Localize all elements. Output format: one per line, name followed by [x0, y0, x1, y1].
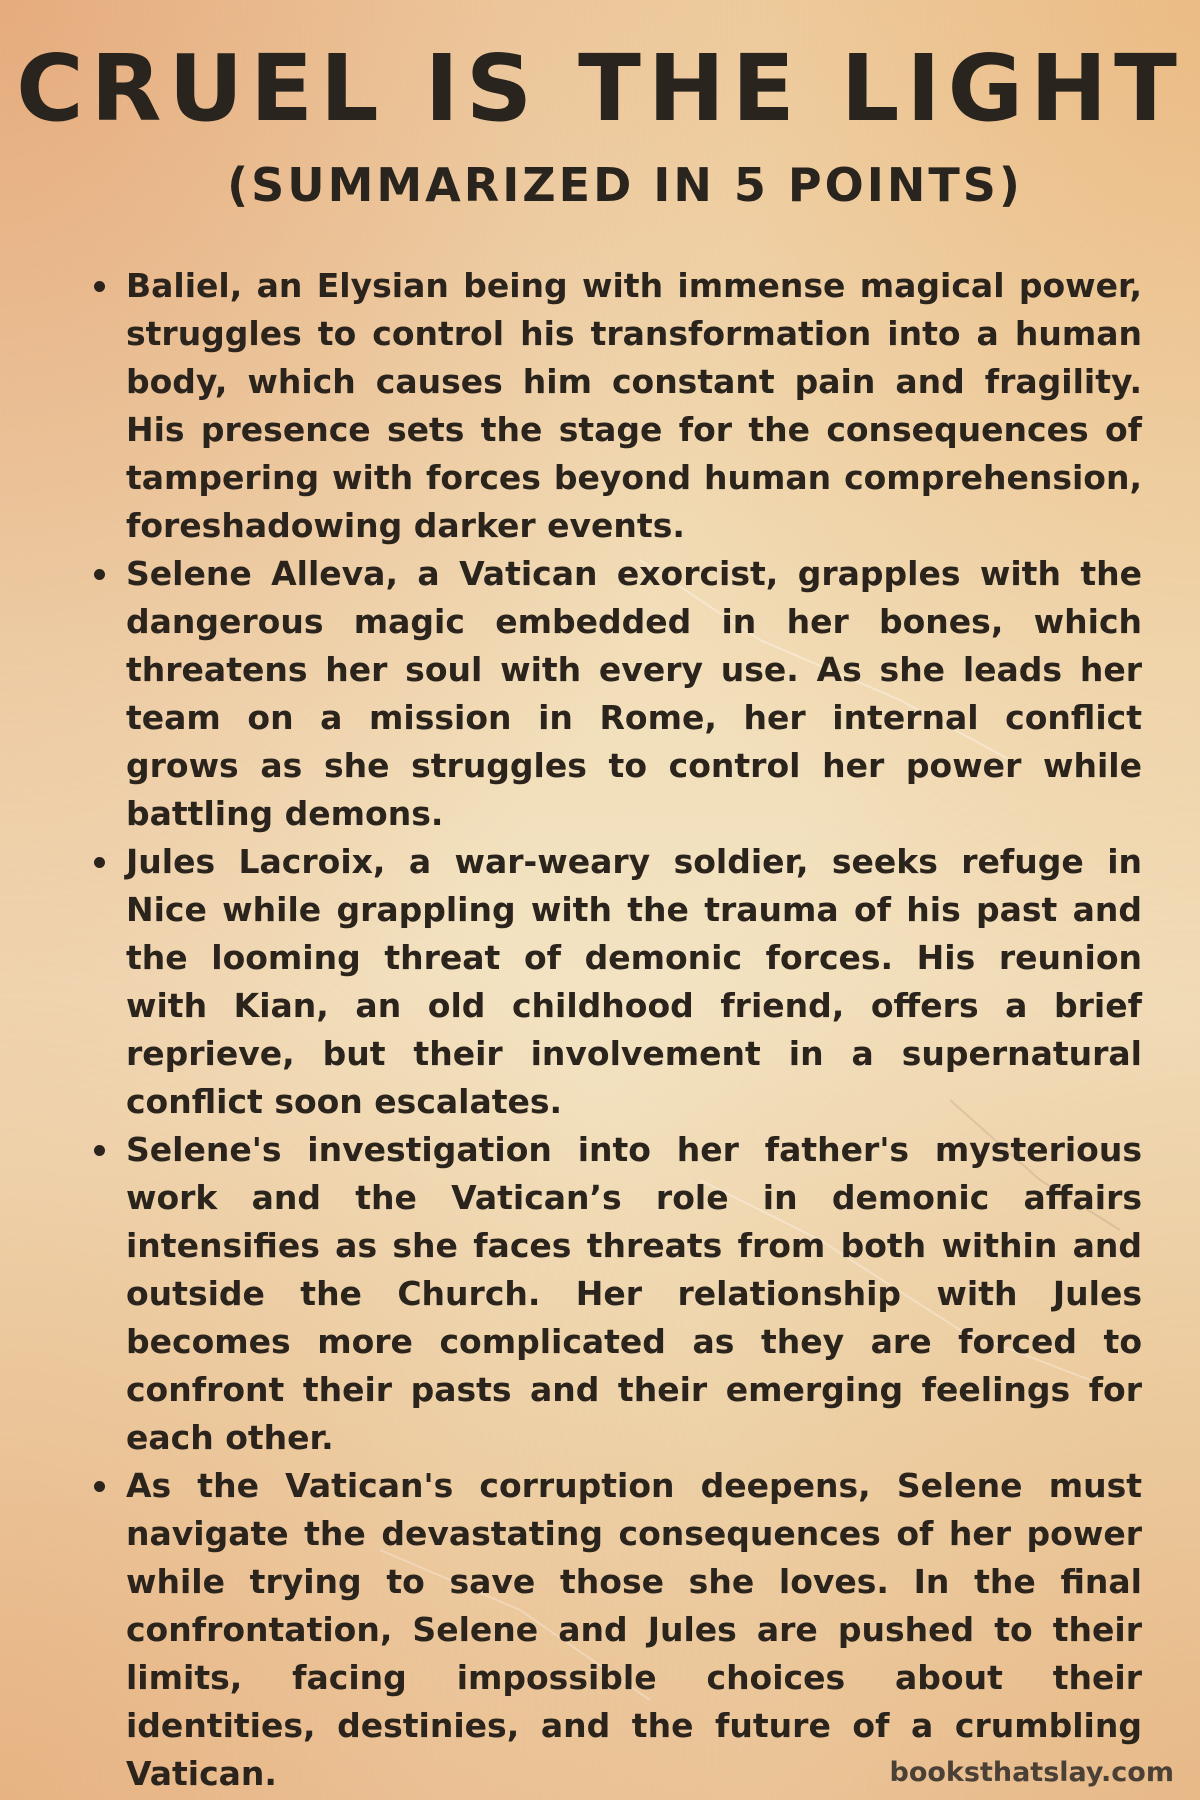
bullet-icon [94, 550, 108, 598]
summary-point-text: Selene Alleva, a Vatican exorcist, grapples with the dangerous magic embedded in her bones, which threatens her soul with every use. As she leads her team on a mission in Rome, her internal conflict grows as she struggles to control her power while battling demons. [126, 554, 1142, 833]
summary-point-text: As the Vatican's corruption deepens, Selene must navigate the devastating consequences of her power while trying to save those she loves. In the final confrontation, Selene and Jules are pushed to their limits, facing impossible choices about their identities, destinies, and the future of a crumbling Vatican. [126, 1466, 1142, 1793]
bullet-icon [94, 1126, 108, 1174]
summary-point-text: Baliel, an Elysian being with immense magical power, struggles to control his transformation into a human body, which causes him constant pain and fragility. His presence sets the stage for the consequences of tampering with forces beyond human comprehension, foreshadowing darker events. [126, 266, 1142, 545]
summary-points-list [88, 262, 1142, 1798]
summary-point-text: Jules Lacroix, a war-weary soldier, seeks refuge in Nice while grappling with the trauma of his past and the looming threat of demonic forces. His reunion with Kian, an old childhood friend, offers a brief reprieve, but their involvement in a supernatural conflict soon escalates. [126, 842, 1142, 1121]
page-subtitle: (SUMMARIZED IN 5 POINTS) [227, 158, 1023, 212]
summary-point-2 [88, 550, 1142, 838]
summary-point-4 [88, 1126, 1142, 1462]
bullet-icon [94, 262, 108, 310]
summary-point-3 [88, 838, 1142, 1126]
bullet-icon [94, 838, 108, 886]
page-title: CRUEL IS THE LIGHT [16, 35, 1184, 142]
bullet-icon [94, 1462, 108, 1510]
summary-point-1 [88, 262, 1142, 550]
summary-point-text: Selene's investigation into her father's mysterious work and the Vatican’s role in demonic affairs intensifies as she faces threats from both within and outside the Church. Her relationship with Jules becomes more complicated as they are forced to confront their pasts and their emerging feelings for each other. [126, 1130, 1142, 1457]
summary-point-5 [88, 1462, 1142, 1798]
site-watermark: booksthatslay.com [889, 1757, 1174, 1788]
